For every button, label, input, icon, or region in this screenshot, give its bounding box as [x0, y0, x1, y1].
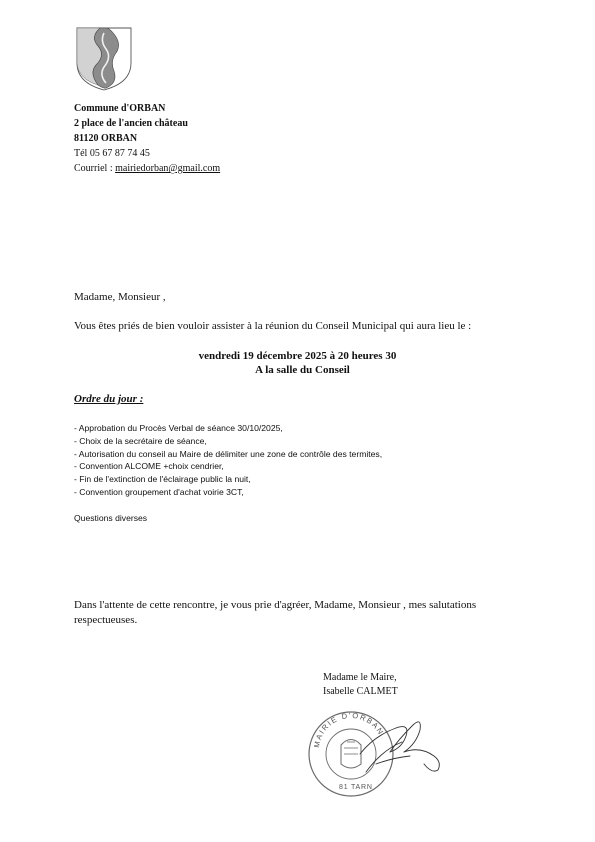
agenda-item: - Convention groupement d'achat voirie 3CT, — [74, 486, 244, 497]
stamp-text-bottom: 81 TARN — [339, 784, 373, 791]
sender-email-link[interactable]: mairiedorban@gmail.com — [115, 163, 221, 174]
agenda-item: - Choix de la secrétaire de séance, — [74, 435, 207, 446]
closing-paragraph: Dans l'attente de cette rencontre, je vous prie d'agréer, Madame, Monsieur , mes salutations respectueuses. — [74, 599, 477, 626]
meeting-date: vendredi 19 décembre 2025 à 20 heures 30 — [198, 350, 397, 362]
sender-name: Commune d'ORBAN — [74, 103, 166, 114]
agenda-item: - Convention ALCOME +choix cendrier, — [74, 461, 224, 472]
agenda-item: - Fin de l'extinction de l'éclairage public la nuit, — [74, 474, 251, 485]
agenda-item: - Approbation du Procès Verbal de séance 30/10/2025, — [74, 423, 283, 433]
municipal-crest-icon — [76, 27, 132, 91]
signer-name: Isabelle CALMET — [323, 686, 398, 697]
agenda-item: - Autorisation du conseil au Maire de délimiter une zone de contrôle des termites, — [74, 448, 383, 459]
sender-phone: Tél 05 67 87 74 45 — [74, 148, 150, 159]
agenda-title: Ordre du jour : — [74, 393, 144, 405]
signer-title: Madame le Maire, — [323, 672, 397, 683]
meeting-place: A la salle du Conseil — [255, 364, 350, 376]
handwritten-signature-icon — [360, 722, 439, 772]
sender-email-line — [74, 161, 220, 176]
stamp-signature — [292, 692, 452, 807]
stamp-text-top: MAIRIE D'ORBAN — [311, 710, 386, 749]
misc-questions: Questions diverses — [74, 513, 148, 523]
sender-address: 2 place de l'ancien château — [74, 118, 188, 129]
agenda-list — [74, 422, 382, 499]
intro-paragraph: Vous êtes priés de bien vouloir assister à la réunion du Conseil Municipal qui aura lieu le : — [74, 320, 472, 332]
sender-email-label: Courriel : — [74, 163, 116, 174]
salutation: Madame, Monsieur , — [74, 291, 166, 303]
official-stamp-icon — [309, 711, 393, 796]
sender-postcode-city: 81120 ORBAN — [74, 133, 138, 144]
sender-block — [74, 101, 220, 176]
